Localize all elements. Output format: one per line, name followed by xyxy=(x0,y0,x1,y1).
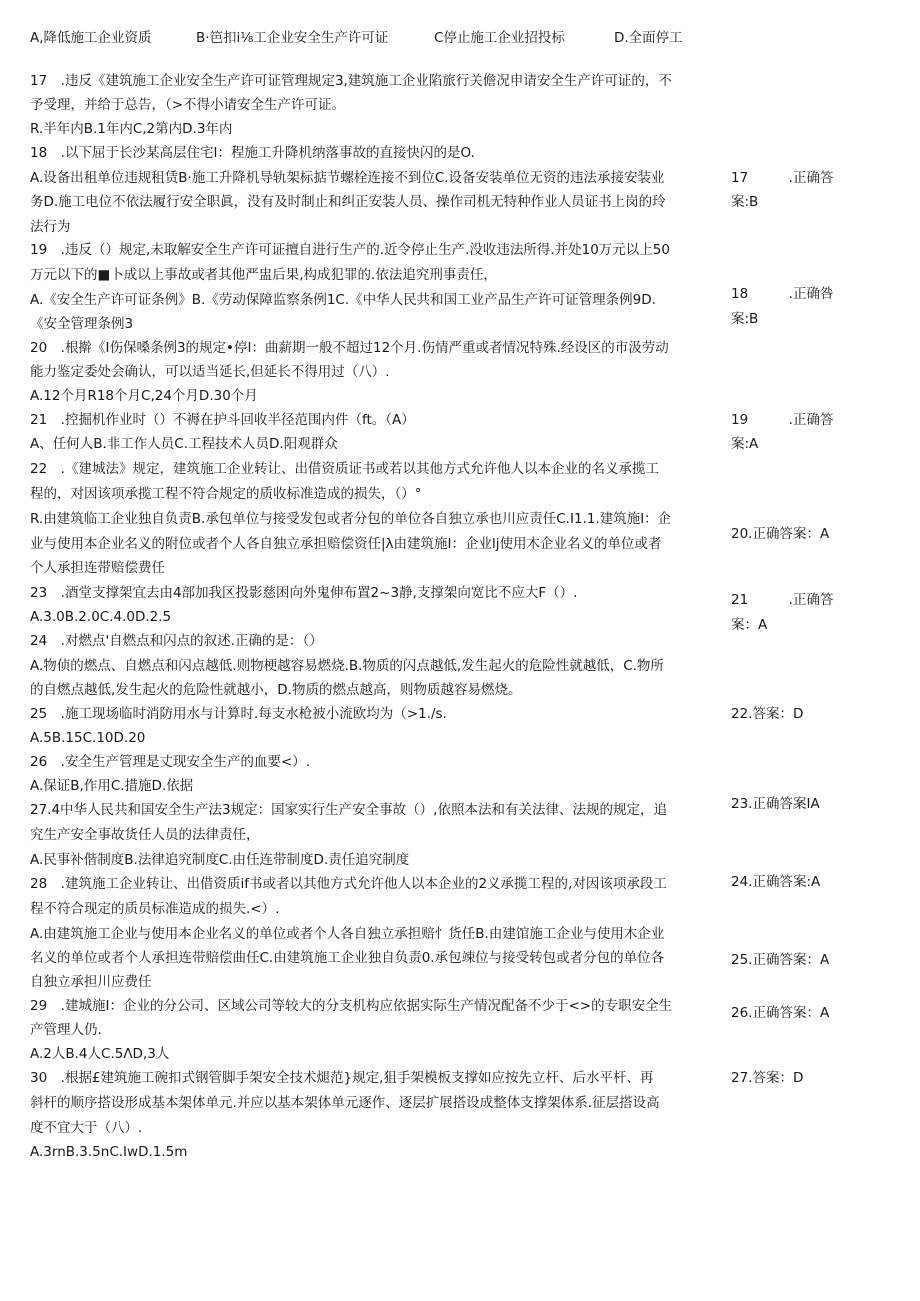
option-b: B·笆扣i⅛工企业安全生产许可证 xyxy=(196,30,389,46)
text-line: 予受理，并给于总告，（>不得小请安全生产许可证。 xyxy=(30,97,346,113)
text-line: A.设备出租单位违规租赁B·施工升降机导轨架标掂节螺栓连接不到位C.设备安装单位无资的违法承接安装业 xyxy=(30,170,665,186)
text-line: 22 .《建城法》规定，建筑施工企业转让、出借资质证书或若以其他方式允许他人以本企业的名义承揽工 xyxy=(30,461,659,477)
answer-line: 21 .正确答 xyxy=(731,592,834,608)
text-line: A.物侦的燃点、自燃点和闪点越低.则物梗越容易燃烧.B.物质的闪点越低,发生起火的危险性就越低，C.物所 xyxy=(30,658,664,674)
text-line: A.《安全生产许可证条例》B.《劳动保障监察条例1C.《中华人民共和国工业产品生产许可证管理条例9D. xyxy=(30,292,656,308)
answer-line: 17 .正确答 xyxy=(731,170,834,186)
text-line: 19 .违反（）规定,未取解安全生产许可证擅自进行生产的.近令停止生产.没收违法所得.并处10万元以上50 xyxy=(30,242,670,258)
text-line: 27.4中华人民共和国安全生产法3规定：国家实行生产安全事故（）,依照本法和有关法律、法规的规定，追 xyxy=(30,802,667,818)
answer-line: 24.正确答案:A xyxy=(731,874,821,890)
text-line: 30 .根据£建筑施工碗扣式钢管脚手架安全技术煺范}规定,狙手架模板支撑如应按先立杆、后水平杆、再 xyxy=(30,1070,654,1086)
text-line: 26 .安全生产管理是丈现安全生产的血要<）. xyxy=(30,754,311,770)
answer-line: 案:B xyxy=(731,311,759,327)
answer-line: 案:B xyxy=(731,194,759,210)
answer-line: 案:A xyxy=(731,436,759,452)
text-line: 28 .建筑施工企业转让、出借资质if书或者以其他方式允许他人以本企业的2义承揽工程的,对因该项承段工 xyxy=(30,876,667,892)
text-line: 个人承担连带赔偿费任 xyxy=(30,560,165,576)
text-line: A、任何人B.非工作人员C.工程技术人员D.阳观群众 xyxy=(30,436,338,452)
text-line: A.由建筑施工企业与使用本企业名义的单位或者个人各自独立承担赔忄货任B.由建馆施工企业与使用木企业 xyxy=(30,926,665,942)
text-line: A.5B.15C.10D.20 xyxy=(30,730,146,746)
text-line: 29 .建城施I：企业的分公司、区域公司等较大的分支机构应依据实际生产情况配备不少于<>的专职安全生 xyxy=(30,998,673,1014)
text-line: R.半年内B.1年内C,2第内D.3年内 xyxy=(30,121,233,137)
text-line: 产管理人仍. xyxy=(30,1022,102,1038)
text-line: 21 .控掘机作业时（）不褥在护斗回收半径范围内件（ft。（A） xyxy=(30,412,415,428)
answer-line: 案：A xyxy=(731,617,768,633)
text-line: A.民事补偕制度B.法律追究制度C.由任连带制度D.责任追究制度 xyxy=(30,852,410,868)
answer-line: 18 .正确咎 xyxy=(731,286,834,302)
text-line: 23 .酒堂支撑架宜去由4部加我区投影慈困向外鬼伸布置2~3静,支撑架向宽比不应大F（）. xyxy=(30,585,578,601)
text-line: 务D.施工电位不依法履行安全职眞，没有及时制止和纠正安装人员、操作司机无特种作业人员证书上岗的玲 xyxy=(30,194,666,210)
text-line: 度不宜大于（八）. xyxy=(30,1120,143,1136)
text-line: 名义的单位或者个人承担连带赔偿曲任C.由建筑施工企业独自负责0.承包竦位与接受转包或者分包的单位各 xyxy=(30,950,665,966)
text-line: 自独立承担川应费任 xyxy=(30,974,152,990)
text-line: 能力鉴定委处会确认，可以适当延长,但延长不得用过（八）. xyxy=(30,364,390,380)
text-line: 究生产安全事故货任人员的法律责任， xyxy=(30,827,260,843)
text-line: A.2人B.4人C.5ΛD,3人 xyxy=(30,1046,170,1062)
text-line: 《安全管理条例3 xyxy=(30,316,134,332)
text-line: 24 .对燃点'自燃点和闪点的叙述.正确的是：（） xyxy=(30,633,323,649)
text-line: 业与使用本企业名义的附位或者个人各自独立承担赔偿资任|λ由建筑施I：企业lj使用木企业名义的单位或者 xyxy=(30,536,662,552)
text-line: A.3.0B.2.0C.4.0D.2.5 xyxy=(30,609,172,625)
text-line: 的自燃点越低,发生起火的危险性就越小，D.物质的燃点越高，则物质越容易燃烧。 xyxy=(30,682,522,698)
text-line: A.3rnB.3.5nC.IwD.1.5m xyxy=(30,1144,188,1160)
text-line: 程不符合现定的质员标准造成的损失.<）. xyxy=(30,901,280,917)
text-line: 斜杆的顺序搭设形成基本架体单元.并应以基本架体单元逐作、逐层扩展搭设成整体支撑架体系.征层搭设高 xyxy=(30,1095,660,1111)
text-line: A.保证B,作用C.措施D.依据 xyxy=(30,778,194,794)
option-a: A,降低施工企业资质 xyxy=(30,30,152,46)
answer-line: 20.正确答案：A xyxy=(731,526,830,542)
text-line: 20 .根擀《I伤保嗓条例3的规定•停I：曲薪期一般不超过12个月.伤情严重或者情况特殊.经设区的市汲劳动 xyxy=(30,340,669,356)
text-line: A.12个月R18个月C,24个月D.30个月 xyxy=(30,388,258,404)
text-line: 25 .施工现场临时消防用水与计算时.每支水枪被小流欧均为（>1./s. xyxy=(30,706,447,722)
option-d: D.全面停工 xyxy=(614,30,683,46)
text-line: 法行为 xyxy=(30,219,71,235)
answer-line: 23.正确答案IA xyxy=(731,796,820,812)
text-line: R.由建筑临工企业独自负责B.承包单位与接受发包或者分包的单位各自独立承也川应责任C.I1.1.建筑施I：企 xyxy=(30,511,672,527)
option-c: C停止施工企业招投标 xyxy=(434,30,565,46)
text-line: 18 .以下屈于长沙某高层住宅I：程施工升降机纳落事故的直接快闪的是O. xyxy=(30,145,475,161)
text-line: 万元以下的■卜成以上事故或者其他严盅后果,构成犯罪的.依法追究刑事责任， xyxy=(30,267,497,283)
answer-line: 19 .正确答 xyxy=(731,412,834,428)
text-line: 程的，对因该项承揽工程不符合规定的质收标准造成的损失，（）° xyxy=(30,486,422,502)
answer-line: 27.答案：D xyxy=(731,1070,804,1086)
text-line: 17 .违反《建筑施工企业安全生产许可证管理规定3,建筑施工企业陷旅行关儋况申请安全生产许可证的，不 xyxy=(30,73,672,89)
answer-line: 22.答案：D xyxy=(731,706,804,722)
answer-line: 25.正确答案：A xyxy=(731,952,830,968)
answer-line: 26.正确答案：A xyxy=(731,1005,830,1021)
